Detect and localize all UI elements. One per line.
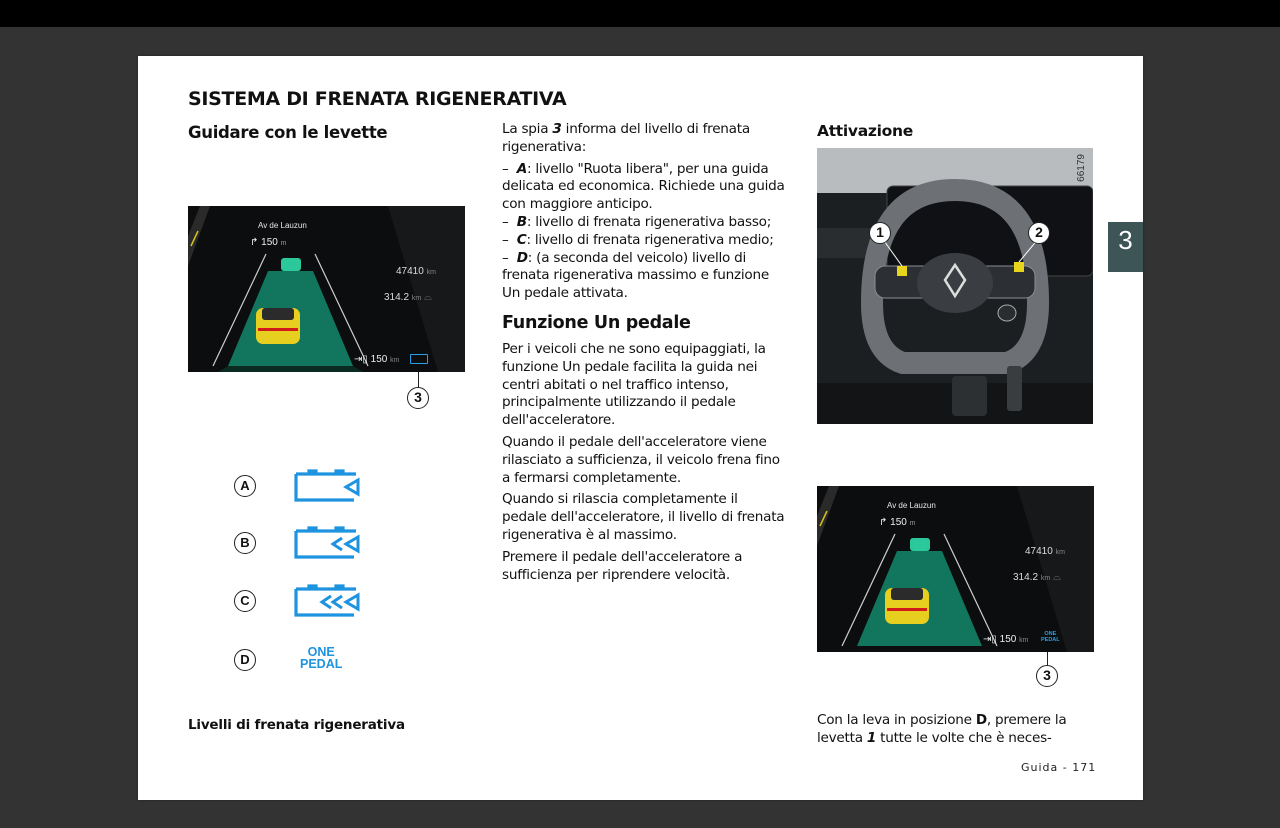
- callout-leader: [1047, 652, 1048, 666]
- nav-street: Av de Lauzun: [258, 221, 307, 230]
- activation-paragraph: Con la leva in posizione D, premere la levetta 1 tutte le volte che è neces-: [817, 712, 1067, 746]
- callout-1: 1: [869, 222, 891, 244]
- nav-street: Av de Lauzun: [887, 501, 936, 510]
- paddle-left: [897, 266, 907, 276]
- page-footer: Guida - 171: [1021, 761, 1097, 774]
- level-item-a: – A: livello "Ruota libera", per una guida delicata ed economica. Richiede una guida con maggiore anticipo.: [502, 160, 785, 213]
- figure-code: 66179: [1076, 154, 1087, 182]
- nav-distance: ↱ 150 m: [250, 237, 287, 248]
- one-pedal-indicator: ONE PEDAL: [1041, 631, 1060, 643]
- dashboard-image-one-pedal: [817, 486, 1094, 652]
- odometer: 47410 km: [1025, 546, 1065, 557]
- paragraph: Quando si rilascia completamente il pedale dell'acceleratore, il livello di frenata rigenerativa è al massimo.: [502, 491, 785, 543]
- regen-indicator-icon: [410, 354, 428, 364]
- page-title: SISTEMA DI FRENATA RIGENERATIVA: [188, 88, 567, 110]
- car-silhouette-icon: ⌓: [1052, 572, 1061, 583]
- chapter-tab[interactable]: 3: [1108, 222, 1143, 272]
- road-graphic: [817, 486, 1094, 652]
- turn-icon: ↱: [250, 237, 262, 248]
- charger-icon: ⇥▯: [983, 634, 1000, 645]
- car-silhouette-icon: ⌓: [423, 292, 432, 303]
- level-item-b: – B: livello di frenata rigenerativa basso;: [502, 213, 772, 230]
- callout-3: 3: [407, 387, 429, 409]
- paddle-right: [1014, 262, 1024, 272]
- middle-column: [502, 121, 786, 588]
- regen-level-3-icon: [294, 583, 364, 619]
- level-row-a: [234, 468, 384, 508]
- level-item-c: – C: livello di frenata rigenerativa medio;: [502, 231, 774, 248]
- level-row-b: [234, 525, 384, 565]
- charger-icon: ⇥▯: [354, 354, 371, 365]
- figure-caption: Livelli di frenata rigenerativa: [188, 717, 405, 733]
- lead-car-icon: [281, 258, 301, 271]
- nav-distance: ↱ 150 m: [879, 517, 916, 528]
- level-row-d: [234, 642, 384, 682]
- turn-icon: ↱: [879, 517, 891, 528]
- viewer-top-bar: [0, 0, 1280, 27]
- level-letter: C: [234, 590, 256, 612]
- lead-car-icon: [910, 538, 930, 551]
- level-row-c: [234, 583, 384, 623]
- callout-3: 3: [1036, 665, 1058, 687]
- callout-leader: [418, 372, 419, 388]
- paragraph: Per i veicoli che ne sono equipaggiati, la funzione Un pedale facilita la guida nei centri abitati o nel traffico intenso, principalmente utilizzando il pedale dell'acceleratore.: [502, 340, 766, 429]
- manual-page: [138, 56, 1143, 800]
- trip-meter: 314.2 km ⌓: [384, 292, 432, 303]
- odometer: 47410 km: [396, 266, 436, 277]
- level-letter: D: [234, 649, 256, 671]
- callout-2: 2: [1028, 222, 1050, 244]
- range-readout: ⇥▯ 150 km: [983, 634, 1029, 645]
- dashboard-image-regen: [188, 206, 465, 372]
- range-readout: ⇥▯ 150 km: [354, 354, 400, 365]
- section-heading-attivazione: Attivazione: [817, 122, 913, 140]
- level-letter: A: [234, 475, 256, 497]
- trip-meter: 314.2 km ⌓: [1013, 572, 1061, 583]
- regen-level-1-icon: [294, 468, 364, 504]
- regen-level-2-icon: [294, 525, 364, 561]
- road-graphic: [188, 206, 465, 372]
- section-heading-levette: Guidare con le levette: [188, 123, 388, 142]
- intro-paragraph: La spia 3 informa del livello di frenata rigenerativa:: [502, 121, 750, 155]
- paragraph: Quando il pedale dell'acceleratore viene rilasciato a sufficienza, il veicolo frena fino a fermarsi completamente.: [502, 433, 780, 486]
- level-letter: B: [234, 532, 256, 554]
- section-heading-one-pedal: Funzione Un pedale: [502, 312, 691, 333]
- paragraph: Premere il pedale dell'acceleratore a sufficienza per riprendere velocità.: [502, 548, 743, 583]
- level-item-d: – D: (a seconda del veicolo) livello di frenata rigenerativa massimo e funzione Un pedale attivata.: [502, 249, 769, 302]
- steering-wheel-photo: [817, 148, 1093, 424]
- one-pedal-icon: ONE PEDAL: [300, 645, 343, 671]
- steering-wheel-illustration: [817, 148, 1093, 424]
